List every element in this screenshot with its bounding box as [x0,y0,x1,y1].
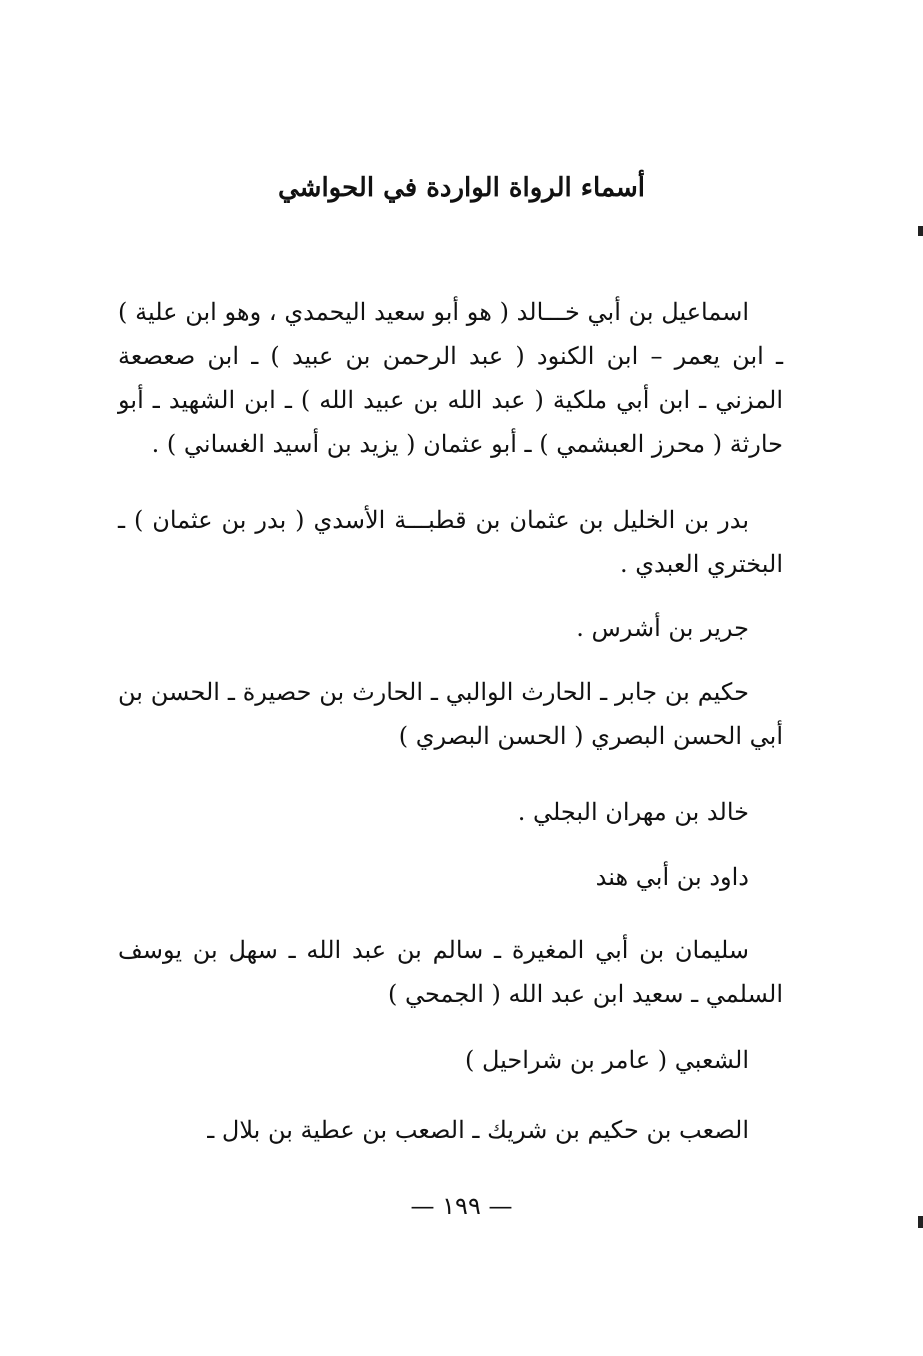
narrator-entry-sad: الصعب بن حكيم بن شريك ـ الصعب بن عطية بن بلال ـ [207,1116,749,1144]
page-title: أسماء الرواة الواردة في الحواشي [278,173,645,203]
narrator-entry-ha: حكيم بن جابر ـ الحارث الوالبي ـ الحارث بن حصيرة ـ الحسن بن أبي الحسن البصري ( الحسن البصري ) [118,678,783,750]
narrator-entry-sin: سليمان بن أبي المغيرة ـ سالم بن عبد الله ـ سهل بن يوسف السلمي ـ سعيد ابن عبد الله ( الجمحي ) [118,936,783,1008]
narrator-entry-dal: داود بن أبي هند [595,863,749,891]
narrator-entry-alif: اسماعيل بن أبي خـــالد ( هو أبو سعيد اليحمدي ، وهو ابن علية ) ـ ابن يعمر – ابن الكنود ( عبد الرحمن بن عبيد ) ـ ابن صعصعة المزني ـ ابن أبي ملكية ( عبد الله بن عبيد الله ) ـ ابن الشهيد ـ أبو حارثة ( محرز العبشمي ) ـ أبو عثمان ( يزيد بن أسيد الغساني ) . [118,298,783,458]
narrator-entry-jim: جرير بن أشرس . [576,614,749,642]
page-number: — ١٩٩ — [410,1192,513,1220]
scan-edge-mark-top [918,226,923,236]
scan-edge-mark-bottom [918,1216,923,1228]
narrator-entry-shin: الشعبي ( عامر بن شراحيل ) [464,1046,749,1074]
narrator-entry-ba: بدر بن الخليل بن عثمان بن قطبـــة الأسدي ( بدر بن عثمان ) ـ البختري العبدي . [118,506,783,578]
narrator-entry-kha: خالد بن مهران البجلي . [517,798,749,826]
